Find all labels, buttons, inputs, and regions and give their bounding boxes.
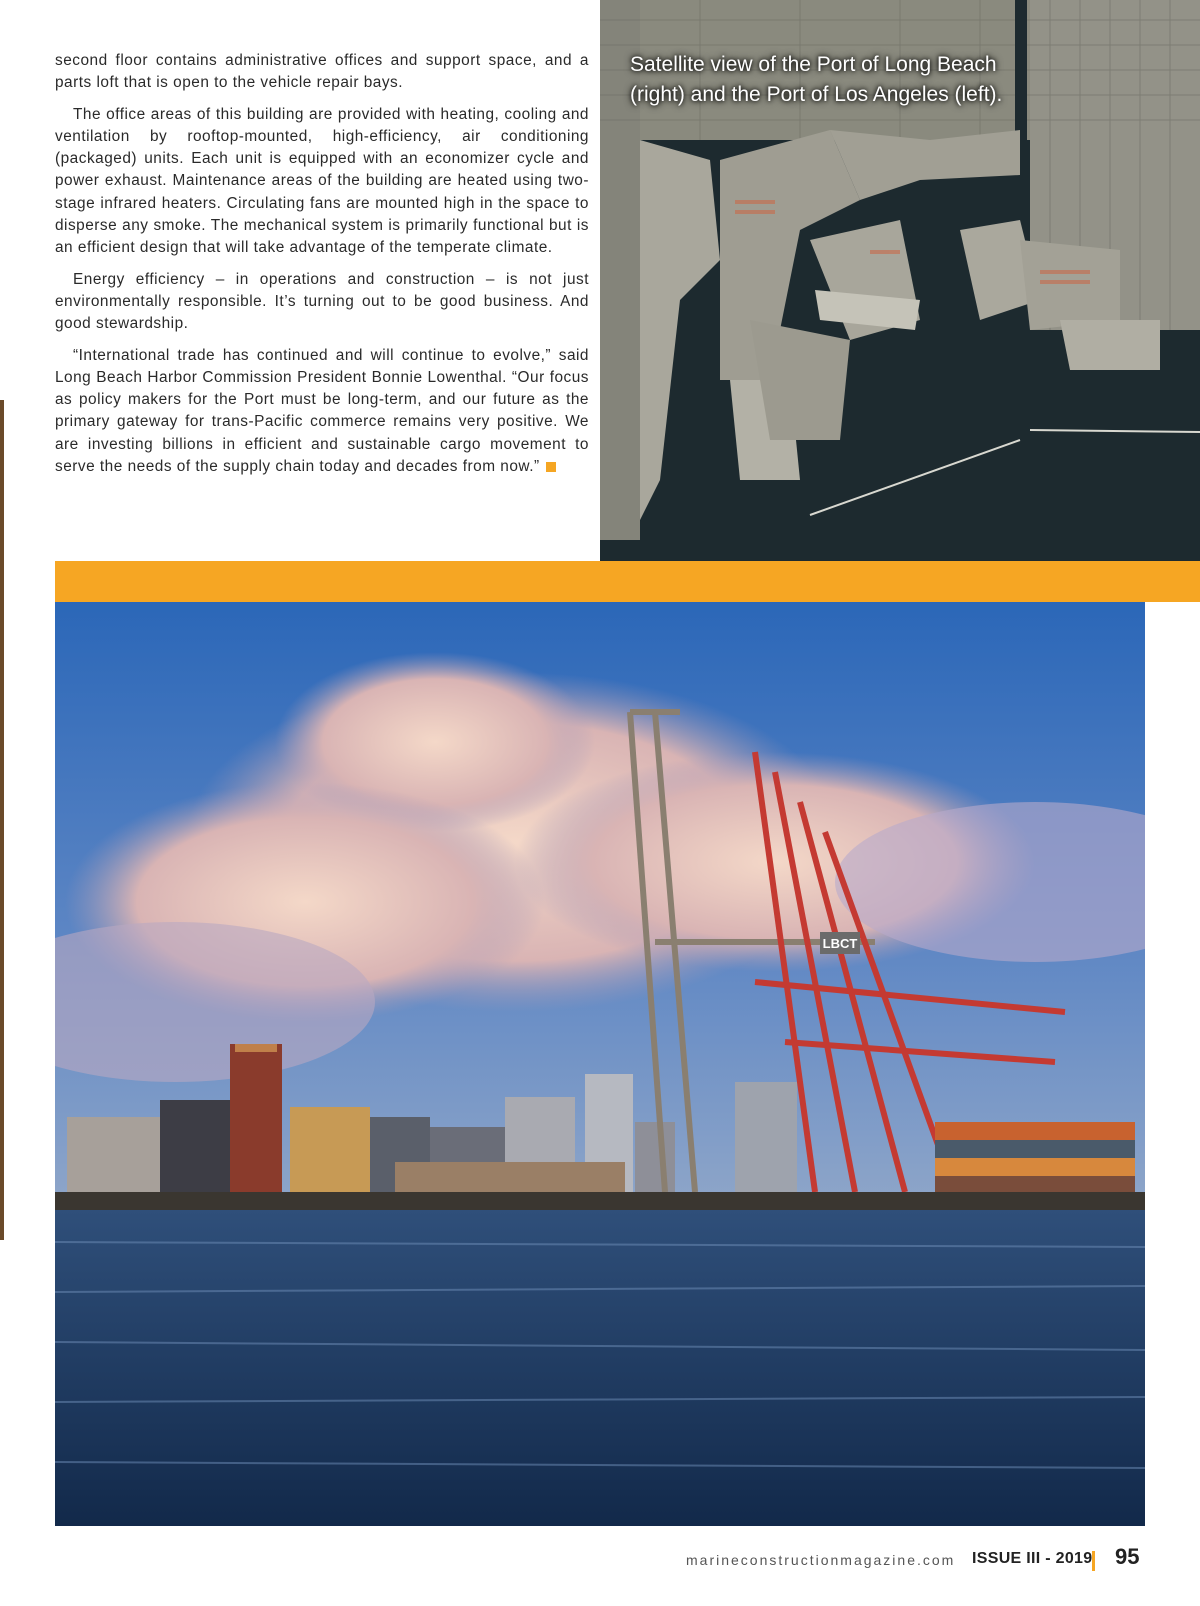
satellite-image xyxy=(600,0,1200,561)
article-paragraph-text: “International trade has continued and will continue to evolve,” said Long Beach Harbor Commission President Bonnie Lowenthal. “Our focus as policy makers for the Port must be long-term, and our future as the primary gateway for trans-Pacific commerce remains very positive. We are investing billions in efficient and sustainable cargo movement to serve the needs of the supply chain today and decades from now.” xyxy=(55,346,589,476)
article-paragraph: Energy efficiency – in operations and construction – is not just environmentally responsible. It’s turning out to be good business. And good stewardship. xyxy=(55,270,589,333)
article-paragraph-last xyxy=(55,345,589,479)
satellite-caption-line-2: (right) and the Port of Los Angeles (left). xyxy=(630,83,1003,106)
article-paragraph: second floor contains administrative offices and support space, and a parts loft that is open to the vehicle repair bays. xyxy=(55,52,589,92)
satellite-caption-line-1: Satellite view of the Port of Long Beach xyxy=(630,53,997,76)
harbor-photo xyxy=(55,602,1145,1526)
harbor-photo-illustration xyxy=(55,602,1145,1526)
satellite-caption xyxy=(630,50,1050,110)
end-of-article-mark xyxy=(546,462,556,472)
footer-website: marineconstructionmagazine.com xyxy=(686,1552,956,1568)
page-edge-strip xyxy=(0,400,4,1240)
footer-separator xyxy=(1092,1551,1095,1571)
page-number: 95 xyxy=(1115,1544,1140,1569)
crane-label: LBCT xyxy=(822,936,858,951)
footer-issue: ISSUE III - 2019 xyxy=(972,1550,1093,1567)
article-paragraph: The office areas of this building are provided with heating, cooling and ventilation by rooftop-mounted, high-efficiency, air conditioning (packaged) units. Each unit is equipped with an economizer cycle and power exhaust. Maintenance areas of the building are heated using two-stage infrared heaters. Circulating fans are mounted high in the space to disperse any smoke. The mechanical system is primarily functional but is an efficient design that will take advantage of the temperate climate. xyxy=(55,105,589,257)
article-body xyxy=(55,50,589,487)
accent-band xyxy=(55,561,1200,602)
